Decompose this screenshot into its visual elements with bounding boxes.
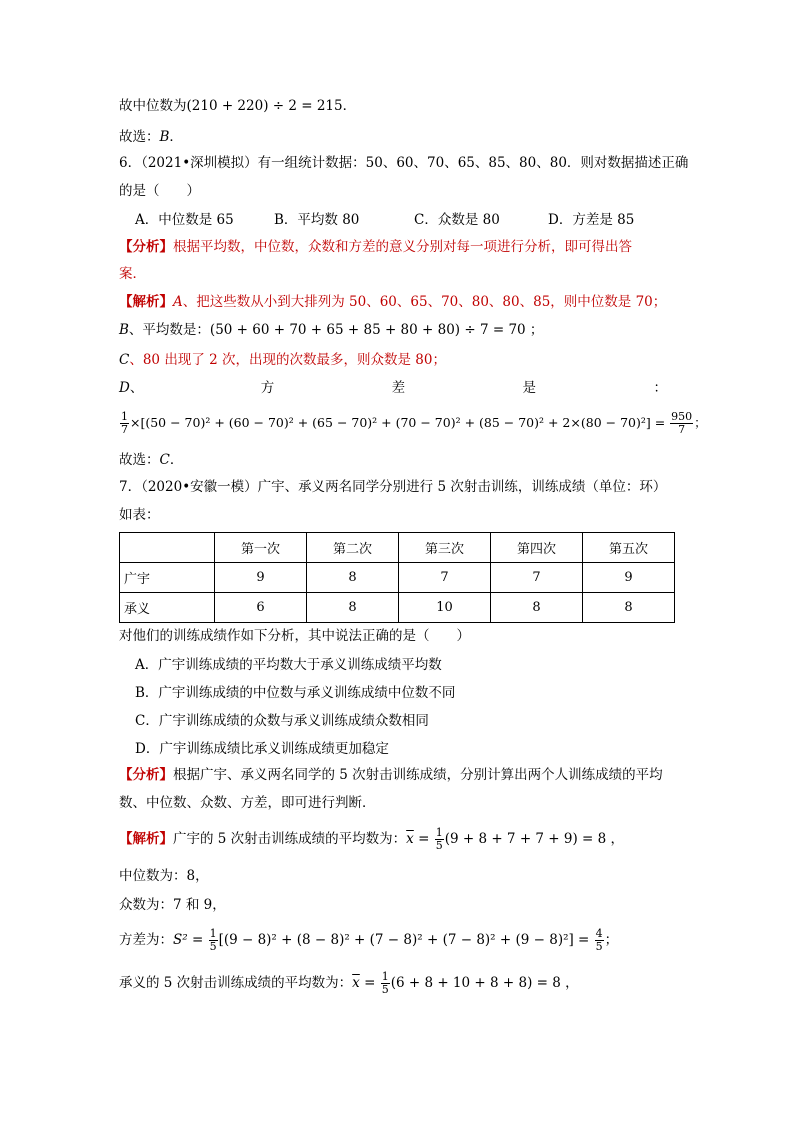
q7-analysis-line-1 [119, 765, 663, 785]
sol-c-letter: C [119, 352, 130, 368]
sol-d-word-4: ： [653, 380, 667, 396]
table-header-row [120, 533, 675, 563]
table-header-cell [120, 533, 215, 563]
q6-solution-b [119, 320, 543, 340]
table-cell: 7 [399, 563, 491, 593]
q6-analysis-line-2: 案． [119, 266, 146, 282]
analysis-text: 根据广宇、承义两名同学的 5 次射击训练成绩，分别计算出两个人训练成绩的平均 [173, 767, 663, 783]
table-cell: 8 [583, 593, 675, 623]
q6-solution-a [119, 292, 666, 312]
q7-option-b: B．广宇训练成绩的中位数与承义训练成绩中位数不同 [135, 685, 456, 701]
table-cell: 9 [215, 563, 307, 593]
table-cell: 广宇 [120, 563, 215, 593]
q7-stem-line-2: 如表： [119, 507, 160, 523]
q7-stem-line-1: 7．（2020•安徽一模）广宇、承义两名同学分别进行 5 次射击训练，训练成绩（单位：环） [119, 479, 667, 495]
variance-expression: [(9 − 8)² + (8 − 8)² + (7 − 8)² + (7 − 8)² + (9 − 8)²] = [218, 932, 590, 948]
x-bar-symbol: $\overline{x}$ [352, 975, 360, 991]
table-header-cell: 第三次 [399, 533, 491, 563]
q5-answer [119, 127, 183, 147]
answer-letter: B [159, 129, 170, 145]
sol-d-word-1: 方 [260, 380, 275, 396]
sol-c-text: 、80 出现了 2 次，出现的次数最多，则众数是 80； [129, 352, 446, 368]
q6-analysis-line-1 [119, 237, 632, 257]
answer-letter: C [159, 452, 170, 468]
table-row [120, 563, 675, 593]
fraction-one-fifth: $\frac{1}{5}$ [209, 927, 217, 953]
analysis-text: 根据平均数，中位数，众数和方差的意义分别对每一项进行分析，即可得出答 [173, 239, 632, 255]
q7-option-a: A．广宇训练成绩的平均数大于承义训练成绩平均数 [135, 657, 442, 673]
sol-mean2-label: 承义的 5 次射击训练成绩的平均数为： [119, 975, 353, 991]
q6-solution-c [119, 350, 446, 370]
variance-end: ； [604, 932, 619, 948]
fraction-four-fifths: $\frac{4}{5}$ [595, 927, 603, 953]
sol-d-letter: D、 [119, 380, 144, 396]
q7-mode-line: 众数为：7 和 9， [119, 897, 226, 913]
q6-variance-formula [119, 408, 707, 438]
score-table [119, 532, 675, 623]
answer-suffix: ． [169, 129, 183, 145]
variance-symbol: S² = [173, 932, 204, 948]
fraction-one-fifth: $\frac{1}{5}$ [381, 970, 389, 996]
table-header-cell: 第一次 [215, 533, 307, 563]
table-cell: 7 [491, 563, 583, 593]
sol-d-word-2: 差 [391, 380, 406, 396]
analysis-tag: 【分析】 [119, 767, 173, 783]
variance-label: 方差为： [119, 932, 173, 948]
table-cell: 8 [307, 593, 399, 623]
q6-answer: 故选：C． [119, 452, 184, 468]
q7-solution-mean: 【解析】广宇的 5 次射击训练成绩的平均数为：$\overline{x}$ = $\frac{1}{5}$ (9 + 8 + 7 + 7 + 9) = 8 ， [119, 826, 625, 852]
sol-a-text: 、把这些数从小到大排列为 50、60、65、70、80、80、85，则中位数是 70； [182, 294, 667, 310]
analysis-tag: 【分析】 [119, 239, 173, 255]
table-header-cell: 第二次 [307, 533, 399, 563]
table-row [120, 593, 675, 623]
fraction-one-seventh: $\frac{1}{7}$ [121, 410, 128, 436]
q6-option-a: A．中位数是 65 [135, 212, 234, 228]
sol-a-letter: A [173, 294, 183, 310]
q7-question: 对他们的训练成绩作如下分析，其中说法正确的是（ ） [119, 628, 470, 644]
median-result-line: 故中位数为(210 + 220) ÷ 2 = 215． [119, 98, 357, 114]
q7-analysis-line-2: 数、中位数、众数、方差，即可进行判断． [119, 795, 376, 811]
sol-mean2-expression: (6 + 8 + 10 + 8 + 8) = 8 ， [390, 975, 579, 991]
q7-option-d: D．广宇训练成绩比承义训练成绩更加稳定 [135, 741, 389, 757]
table-cell: 6 [215, 593, 307, 623]
sol-mean-expression: (9 + 8 + 7 + 7 + 9) = 8 ， [444, 831, 625, 847]
x-bar-symbol: $\overline{x}$ [406, 831, 414, 847]
q6-option-b: B．平均数 80 [274, 212, 360, 228]
table-header-cell: 第五次 [583, 533, 675, 563]
answer-prefix: 故选： [119, 129, 160, 145]
q6-option-d: D．方差是 85 [548, 212, 635, 228]
table-cell: 8 [307, 563, 399, 593]
table-header-cell: 第四次 [491, 533, 583, 563]
q7-option-c: C．广宇训练成绩的众数与承义训练成绩众数相同 [135, 713, 429, 729]
q7-median-line: 中位数为：8， [119, 868, 209, 884]
table-cell: 9 [583, 563, 675, 593]
q7-solution-mean-2: 承义的 5 次射击训练成绩的平均数为：$\overline{x}$ = $\frac{1}{5}$ (6 + 8 + 10 + 8 + 8) = 8 ， [119, 970, 579, 996]
table-cell: 承义 [120, 593, 215, 623]
fraction-950-7: $\frac{950}{7}$ [671, 410, 693, 436]
variance-end: ； [694, 415, 707, 430]
fraction-one-fifth: $\frac{1}{5}$ [435, 826, 443, 852]
sol-b-letter: B [119, 322, 129, 338]
q6-stem-line-1: 6．（2021•深圳模拟）有一组统计数据：50、60、70、65、85、80、80．则对数据描述正确 [119, 155, 689, 171]
q6-stem-line-2: 的是（ ） [119, 183, 200, 199]
solution-tag: 【解析】 [119, 831, 173, 847]
sol-mean-label: 广宇的 5 次射击训练成绩的平均数为： [173, 831, 407, 847]
table-cell: 10 [399, 593, 491, 623]
solution-tag: 【解析】 [119, 294, 173, 310]
sol-d-word-3: 是 [522, 380, 537, 396]
q6-option-c: C．众数是 80 [414, 212, 500, 228]
q7-variance-line [119, 925, 618, 955]
table-cell: 8 [491, 593, 583, 623]
q6-solution-d-header [119, 378, 667, 398]
variance-expression: ×[(50 − 70)² + (60 − 70)² + (65 − 70)² + (70 − 70)² + (85 − 70)² + 2×(80 − 70)²] = [130, 415, 666, 430]
sol-b-text: 、平均数是：(50 + 60 + 70 + 65 + 85 + 80 + 80) ÷ 7 = 70 ； [128, 322, 544, 338]
